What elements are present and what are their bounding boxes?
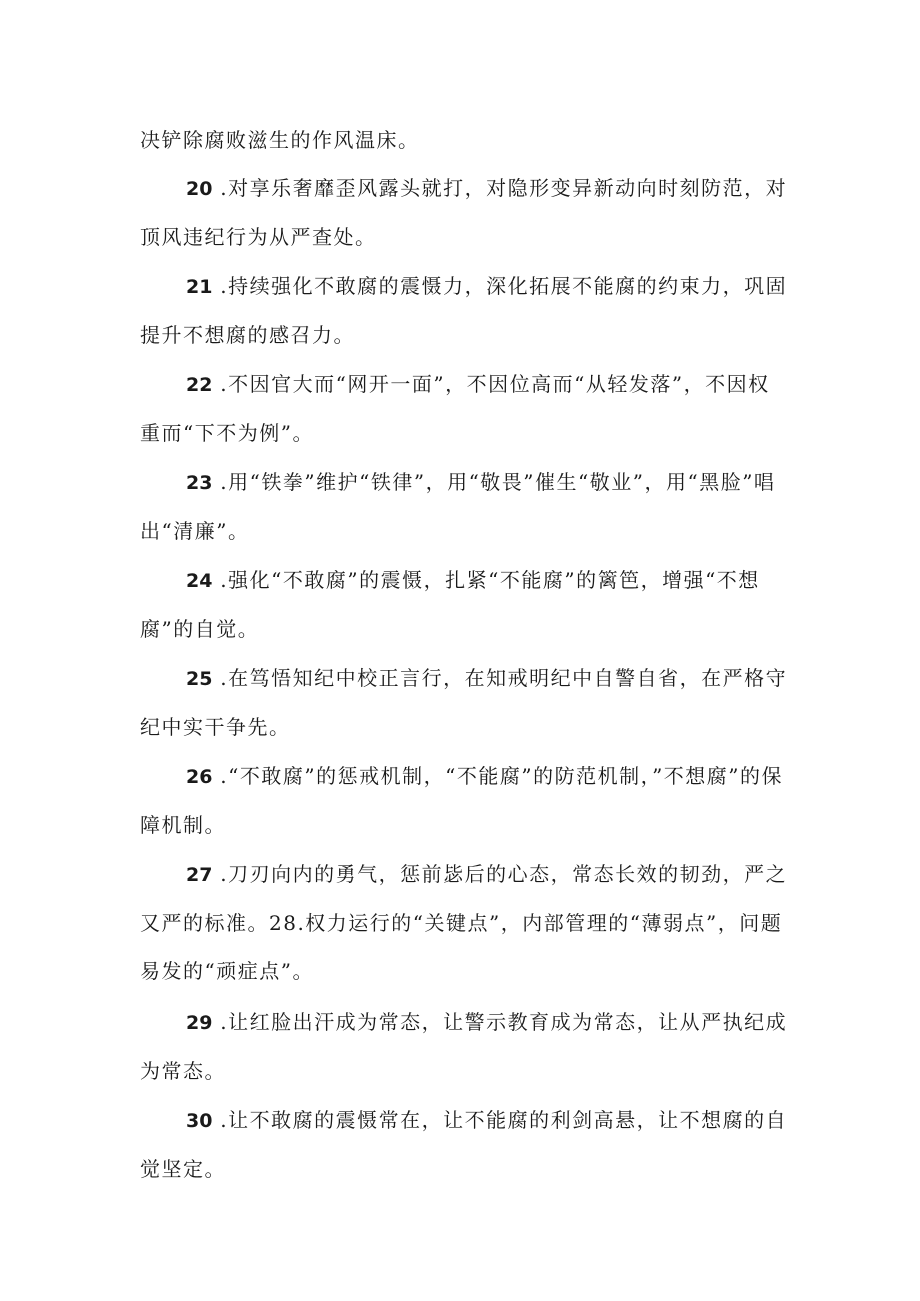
paragraph-27 — [140, 850, 790, 995]
paragraph-text: .强化“不敢腐”的震慑，扎紧“不能腐”的篱笆，增强“不想腐”的自觉。 — [140, 568, 760, 641]
item-number: 25 — [186, 668, 213, 690]
paragraph-text: .让不敢腐的震慑常在，让不能腐的利剑高悬，让不想腐的自觉坚定。 — [140, 1108, 788, 1181]
paragraph-22 — [140, 360, 790, 457]
paragraph-text: .对享乐奢靡歪风露头就打，对隐形变异新动向时刻防范，对顶风违纪行为从严查处。 — [140, 176, 788, 249]
paragraph-30 — [140, 1096, 790, 1193]
paragraph-text: .让红脸出汗成为常态，让警示教育成为常态，让从严执纪成为常态。 — [140, 1010, 788, 1083]
paragraph-20 — [140, 164, 790, 261]
item-number: 21 — [186, 276, 213, 298]
paragraph-23 — [140, 458, 790, 555]
item-number: 23 — [186, 472, 213, 494]
paragraph-text: 决铲除腐败滋生的作风温床。 — [140, 128, 420, 152]
paragraph-24 — [140, 556, 790, 653]
item-number: 27 — [186, 864, 213, 886]
item-number: 26 — [186, 766, 213, 788]
item-number: 20 — [186, 178, 213, 200]
paragraph-text: .刀刃向内的勇气，惩前毖后的心态，常态长效的韧劲，严之又严的标准。28.权力运行的“关键点”，内部管理的“薄弱点”，问题易发的“顽症点”。 — [140, 862, 788, 983]
item-number: 29 — [186, 1012, 213, 1034]
item-number: 30 — [186, 1110, 213, 1132]
paragraph-text: .不因官大而“网开一面”，不因位高而“从轻发落”，不因权重而“下不为例”。 — [140, 372, 770, 445]
item-number: 24 — [186, 570, 213, 592]
paragraph-text: .“不敢腐”的惩戒机制，“不能腐”的防范机制，”不想腐”的保障机制。 — [140, 764, 784, 837]
paragraph-21 — [140, 262, 790, 359]
paragraph-text: .用“铁拳”维护“铁律”，用“敬畏”催生“敬业”，用“黑脸”唱出“清廉”。 — [140, 470, 776, 543]
paragraph-26 — [140, 752, 790, 849]
paragraph-text: .在笃悟知纪中校正言行，在知戒明纪中自警自省，在严格守纪中实干争先。 — [140, 666, 788, 739]
paragraph-continuation — [140, 116, 790, 164]
item-number: 22 — [186, 374, 213, 396]
paragraph-25 — [140, 654, 790, 751]
paragraph-text: .持续强化不敢腐的震慑力，深化拓展不能腐的约束力，巩固提升不想腐的感召力。 — [140, 274, 788, 347]
paragraph-29 — [140, 998, 790, 1095]
